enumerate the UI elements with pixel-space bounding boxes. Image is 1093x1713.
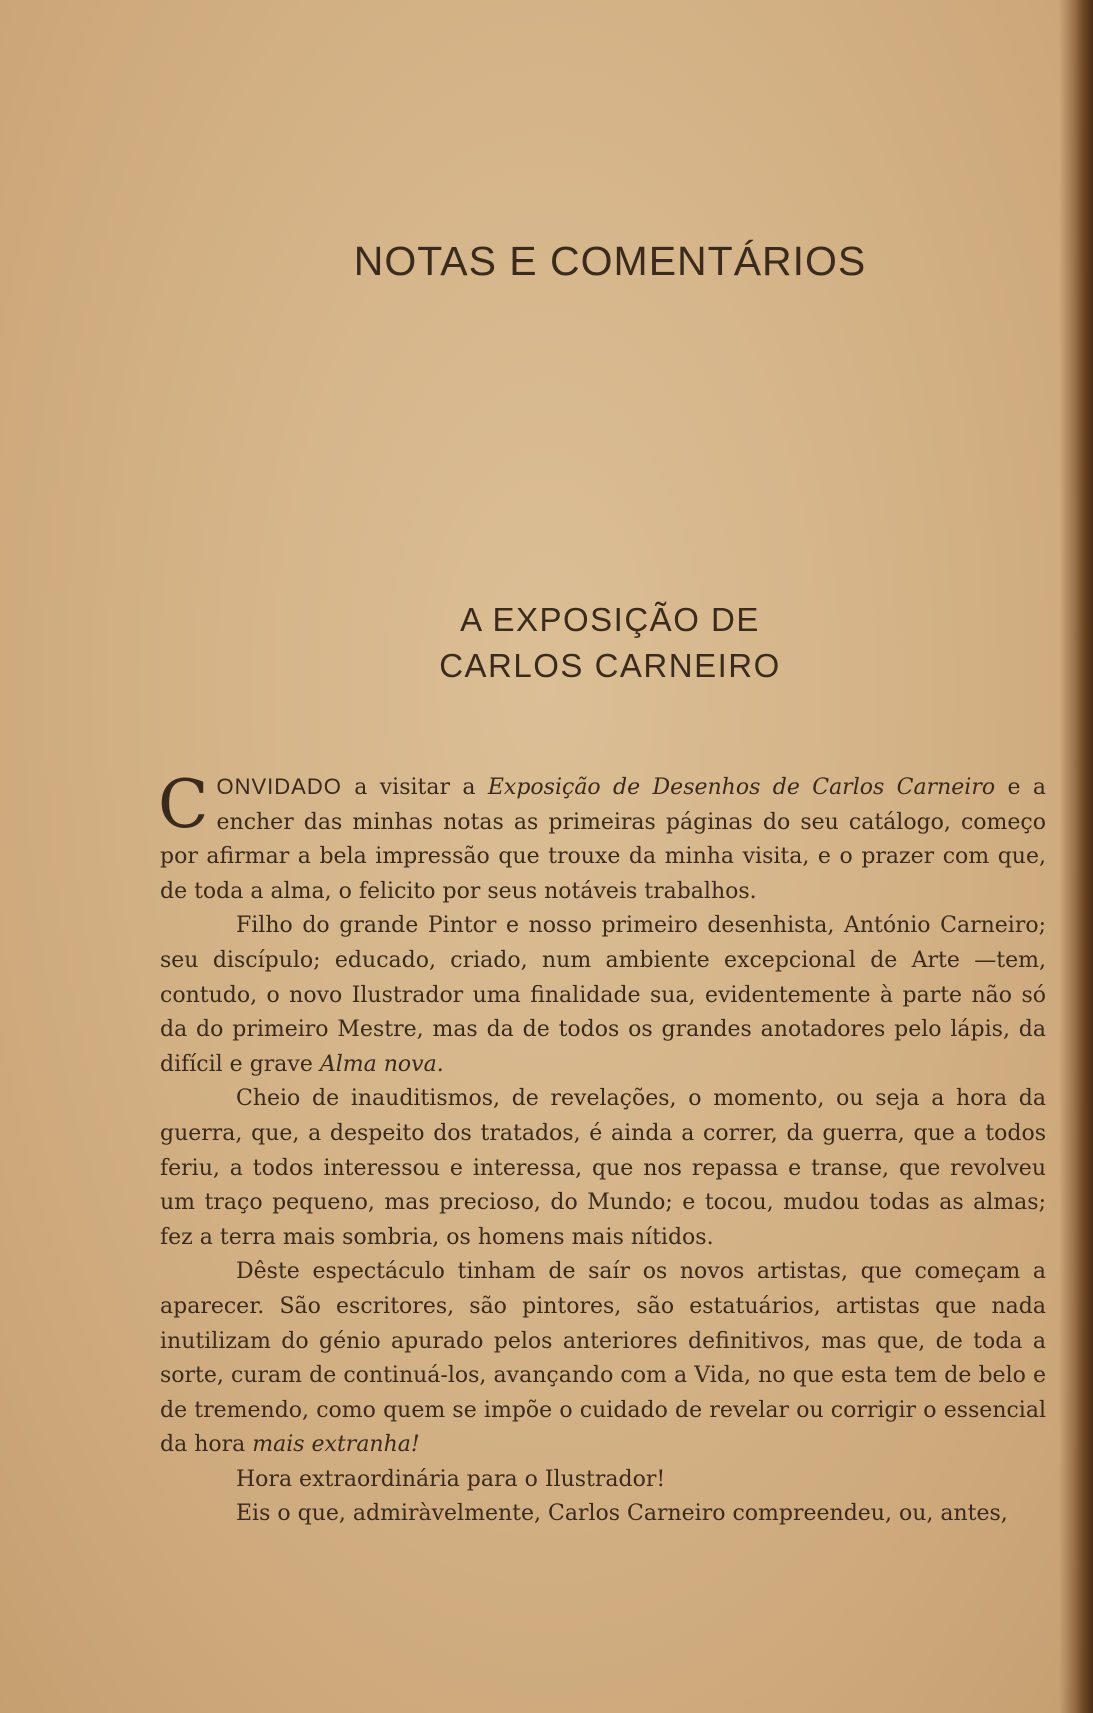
paragraph-4 [160, 1255, 1046, 1463]
paragraph-2-text-a: Filho do grande Pintor e nosso primeiro desenhista, António Carneiro; seu discípulo; educado, criado, num ambiente excepcional de Arte —tem, contudo, o novo Ilustrador uma finalidade sua, evidentemente à parte não só da do primeiro Mestre, mas da de todos os grandes anotadores pelo lápis, da difícil e grave [160, 913, 1046, 1077]
article-title-line-1: A EXPOSIÇÃO DE [460, 601, 760, 638]
paragraph-6: Eis o que, admiràvelmente, Carlos Carneiro compreendeu, ou, antes, [236, 1501, 1008, 1527]
paragraph-1 [158, 766, 1046, 909]
paragraph-1-text-a: a visitar a [341, 775, 488, 800]
exhibition-title-italic: Exposição de Desenhos de Carlos Carneiro [487, 775, 996, 800]
drop-cap-letter: C [158, 766, 209, 843]
paragraph-3: Cheio de inauditismos, de revelações, o momento, ou seja a hora da guerra, que, a despeito dos tratados, é ainda a correr, da guerra, que a todos feriu, a todos interessou e interessa, que nos repassa e transe, que revolveu um traço pequeno, mas precioso, do Mundo; e tocou, mudou todas as almas; fez a terra mais sombria, os homens mais nítidos. [160, 1086, 1046, 1250]
section-title: NOTAS E COMENTÁRIOS [353, 238, 867, 284]
article-body [158, 766, 1046, 1532]
article-title-line-2: CARLOS CARNEIRO [439, 647, 781, 684]
alma-nova-italic: Alma nova. [319, 1051, 444, 1077]
mais-extranha-italic: mais extranha! [252, 1432, 420, 1458]
opening-word: ONVIDADO [216, 774, 342, 799]
paragraph-1-text-b: e a encher das minhas notas as primeiras páginas do seu catálogo, começo por afirmar a bela impressão que trouxe da minha visita, e o prazer com que, de toda a alma, o felicito por seus notáveis trabalhos. [160, 775, 1046, 904]
article-title [0, 597, 1093, 689]
paragraph-4-text-a: Dêste espectáculo tinham de saír os novos artistas, que começam a aparecer. São escritores, são pintores, são estatuários, artistas que nada inutilizam do génio apurado pelos anteriores definitivos, mas que, de toda a sorte, curam de continuá-los, avançando com a Vida, no que esta tem de belo e de tremendo, como quem se impõe o cuidado de revelar ou corrigir o essencial da hora [160, 1259, 1046, 1458]
paragraph-2 [160, 909, 1046, 1082]
paragraph-5: Hora extraordinária para o Ilustrador! [236, 1466, 666, 1492]
